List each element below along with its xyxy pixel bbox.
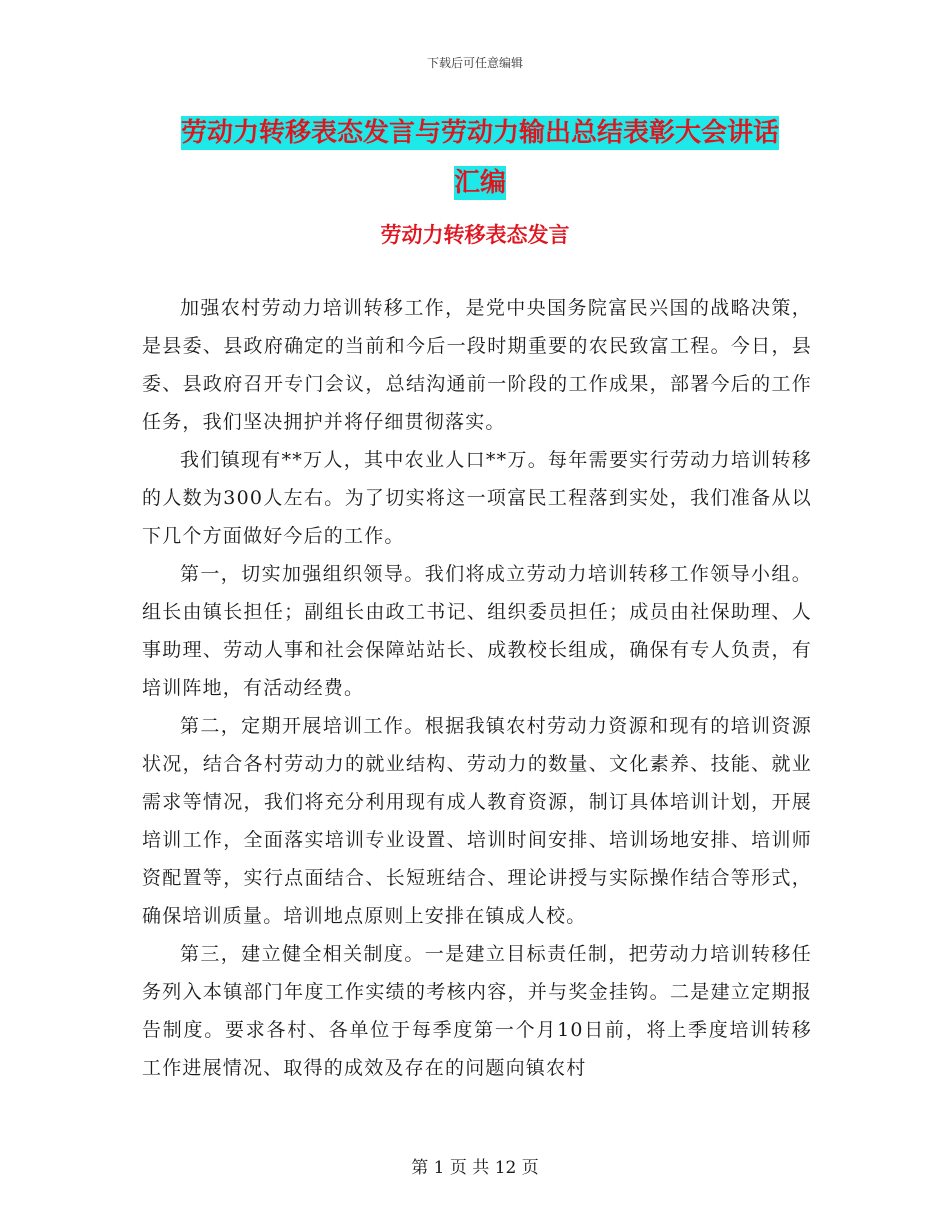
paragraph: 第一，切实加强组织领导。我们将成立劳动力培训转移工作领导小组。组长由镇长担任；副组长由政工书记、组织委员担任；成员由社保助理、人事助理、劳动人事和社会保障站站长、成教校长组成，确保有专人负责，有培训阵地，有活动经费。	[142, 563, 812, 699]
paragraph: 第二，定期开展培训工作。根据我镇农村劳动力资源和现有的培训资源状况，结合各村劳动力的就业结构、劳动力的数量、文化素养、技能、就业需求等情况，我们将充分利用现有成人教育资源，制订具体培训计划，开展培训工作，全面落实培训专业设置、培训时间安排、培训场地安排、培训师资配置等，实行点面结合、长短班结合、理论讲授与实际操作结合等形式，确保培训质量。培训地点原则上安排在镇成人校。	[142, 715, 812, 927]
document-title-line-2: 汇编	[453, 168, 506, 198]
document-title-line-1: 劳动力转移表态发言与劳动力输出总结表彰大会讲话	[180, 118, 779, 148]
section-title: 劳动力转移表态发言	[380, 223, 570, 247]
document-body	[142, 289, 812, 1087]
paragraph: 我们镇现有**万人，其中农业人口**万。每年需要实行劳动力培训转移的人数为300人左右。为了切实将这一项富民工程落到实处，我们准备从以下几个方面做好今后的工作。	[142, 449, 812, 547]
page-number: 第 1 页 共 12 页	[411, 1158, 539, 1178]
document-title	[140, 108, 820, 208]
paragraph: 加强农村劳动力培训转移工作，是党中央国务院富民兴国的战略决策，是县委、县政府确定的当前和今后一段时期重要的农民致富工程。今日，县委、县政府召开专门会议，总结沟通前一阶段的工作成果，部署今后的工作任务，我们坚决拥护并将仔细贯彻落实。	[142, 297, 812, 433]
paragraph: 第三，建立健全相关制度。一是建立目标责任制，把劳动力培训转移任务列入本镇部门年度工作实绩的考核内容，并与奖金挂钩。二是建立定期报告制度。要求各村、各单位于每季度第一个月10日前，将上季度培训转移工作进展情况、取得的成效及存在的问题向镇农村	[142, 943, 812, 1079]
header-note: 下载后可任意编辑	[426, 56, 523, 70]
